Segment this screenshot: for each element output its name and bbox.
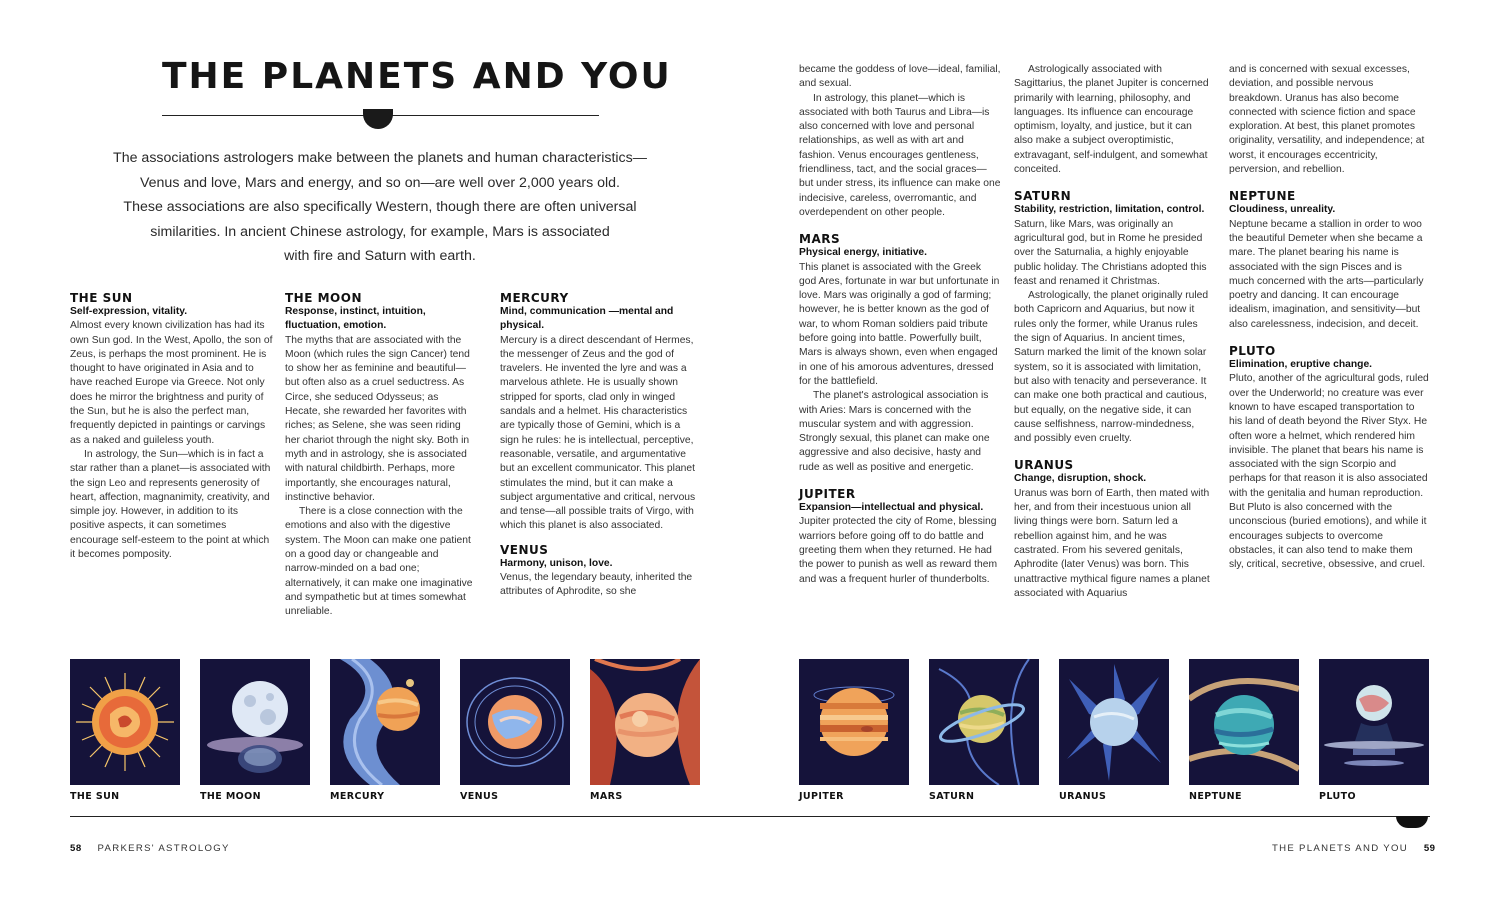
body-paragraph: and is concerned with sexual excesses, deviation, and possible nervous breakdown. Uranus has also become connected with science fiction and space exploration. At best, this planet promotes originality, versatility, and independence; at worst, it encourages eccentricity, perversion, and rebellion.: [1229, 64, 1425, 176]
intro-line: Venus and love, Mars and energy, and so on—are well over 2,000 years old.: [139, 174, 621, 191]
tile-label: SATURN: [929, 791, 975, 802]
section-keywords-moon: Response, instinct, intuition, fluctuation, emotion.: [285, 306, 426, 332]
tile-label: THE SUN: [70, 791, 120, 802]
section-heading-neptune: NEPTUNE: [1229, 189, 1296, 204]
body-paragraph: Venus, the legendary beauty, inherited the attributes of Aphrodite, so she: [500, 572, 693, 598]
section-keywords-mars: Physical energy, initiative.: [799, 247, 928, 259]
saturn-illustration: [929, 659, 1039, 785]
section-heading-mars: MARS: [799, 232, 841, 247]
title-ornament: [363, 109, 393, 129]
section-keywords-mercury: Mind, communication —mental and physical.: [500, 306, 674, 332]
footer-ornament: [1396, 816, 1428, 828]
intro-paragraph: [112, 146, 648, 269]
body-paragraph: There is a close connection with the emotions and also with the digestive system. The Moon can make one patient on a good day or changeable and narrow-minded on a bad one; alternatively, it can make one imaginative and sympathetic but at times somewhat unreliable.: [285, 506, 473, 618]
left-footer: [70, 843, 230, 854]
venus-illustration: [460, 659, 570, 785]
body-paragraph: Saturn, like Mars, was originally an agricultural god, but in Rome he presided over the Saturnalia, a highly enjoyable public holiday. The Christians adopted this feast and renamed it Christmas.: [1014, 218, 1207, 287]
right-footer: [1272, 843, 1436, 854]
footer-rule: [70, 816, 1430, 817]
body-paragraph: Neptune became a stallion in order to woo the beautiful Demeter when she became a mare. The planet bearing his name is associated with the sign Pisces and is much concerned with the arts—particularly poetry and dancing. It can encourage idealism, imagination, and sensitivity—but also carelessness, indecision, and deceit.: [1229, 218, 1424, 330]
tile-label: PLUTO: [1319, 791, 1356, 802]
section-heading-mercury: MERCURY: [500, 291, 569, 305]
left-running-title: PARKERS' ASTROLOGY: [97, 843, 230, 854]
section-keywords-neptune: Cloudiness, unreality.: [1229, 204, 1336, 216]
moon-illustration: [200, 659, 310, 785]
tile-label: VENUS: [460, 791, 499, 802]
planet-illustrations: [0, 659, 1500, 809]
section-heading-venus: VENUS: [500, 542, 549, 557]
body-paragraph: Almost every known civilization has had its own Sun god. In the West, Apollo, the son of Zeus, is perhaps the most prominent. He is thought to have originated in Asia and to have reached Europe via Greece. Not only does he mirror the brightness and purity of the Sun, but he is also the perfect man, frequently depicted in paintings or carvings as a naked and guileless youth.: [70, 320, 273, 446]
body-paragraph: In astrology, this planet—which is associated with both Taurus and Libra—is also concerned with love and personal relationships, as well as with art and fashion. Venus encourages gentleness, friendliness, tact, and the social graces—but under stress, its influence can make one indecisive, careless, overromantic, and overdependent on other people.: [799, 92, 1001, 218]
intro-line: with fire and Saturn with earth.: [284, 248, 476, 265]
body-paragraph: Astrologically, the planet originally ruled both Capricorn and Aquarius, but now it rules only the former, while Uranus rules the sign of Aquarius. In ancient times, Saturn marked the limit of the known solar system, so it is associated with limitation, but also with tenacity and perseverance. It can make one both practical and cautious, but equally, on the negative side, it can cause selfishness, narrow-mindedness, and possibly even cruelty.: [1014, 290, 1209, 445]
body-paragraph: In astrology, the Sun—which is in fact a star rather than a planet—is associated with the sign Leo and represents generosity of heart, affection, magnanimity, creativity, and simple joy. However, in addition to its positive aspects, it can sometimes encourage self-esteem to the point at which it becomes pomposity.: [70, 448, 271, 561]
section-heading-sun: THE SUN: [70, 291, 133, 305]
body-paragraph: This planet is associated with the Greek god Ares, fortunate in war but unfortunate in love. Mars was originally a god of farming; however, he is better known as the god of war, to whom Roman soldiers paid tribute before going into battle. Powerfully built, Mars is always shown, even when engaged in one of his amorous adventures, dressed for the battlefield.: [799, 261, 1000, 387]
intro-line: These associations are also specifically Western, though there are often universal: [123, 199, 637, 216]
tile-label: JUPITER: [799, 791, 844, 802]
section-heading-jupiter: JUPITER: [799, 487, 856, 502]
tile-label: MERCURY: [330, 791, 385, 802]
body-paragraph: The myths that are associated with the Moon (which rules the sign Cancer) tend to show her as feminine and beautiful—but often also as a cruel seductress. As Circe, she seduced Odysseus; as Hecate, she rewarded her favorites with riches; as Selene, she was seen riding her chariot through the night sky. Both in myth and in astrology, she is associated with natural childbirth. Perhaps, more importantly, she encourages natural, instinctive behavior.: [285, 334, 470, 503]
column-sun: [70, 291, 273, 562]
jupiter-illustration: [799, 659, 909, 785]
body-paragraph: Astrologically associated with Sagittarius, the planet Jupiter is concerned primarily with learning, philosophy, and languages. Its influence can encourage optimism, loyalty, and justice, but it can also make a subject overoptimistic, extravagant, self-indulgent, and somewhat conceited.: [1014, 64, 1209, 176]
column-mercury-venus: [500, 291, 696, 600]
mercury-illustration: [330, 659, 440, 785]
mars-illustration: [590, 659, 700, 785]
section-keywords-pluto: Elimination, eruptive change.: [1229, 359, 1373, 371]
intro-line: The associations astrologers make between the planets and human characteristics—: [113, 150, 647, 166]
sun-illustration: [70, 659, 180, 785]
right-page-number: 59: [1423, 843, 1436, 854]
section-heading-saturn: SATURN: [1014, 189, 1072, 204]
section-keywords-saturn: Stability, restriction, limitation, control.: [1014, 204, 1205, 216]
body-paragraph: Uranus was born of Earth, then mated with her, and from their incestuous union all living things were born. Saturn led a rebellion against him, and he was castrated. From his severed genitals, Aphrodite (later Venus) was born. This unattractive mythical figure names a planet associated with Aquarius: [1014, 487, 1210, 599]
tile-label: NEPTUNE: [1189, 791, 1242, 802]
column-moon: [285, 291, 473, 620]
section-keywords-sun: Self-expression, vitality.: [70, 306, 188, 317]
body-paragraph: Pluto, another of the agricultural gods, ruled over the Underworld; no creature was ever known to have escaped transportation to his land of death beyond the River Styx. He often wore a helmet, which rendered him invisible. The planet that bears his name is associated with the sign Scorpio and perhaps for that reason it is also associated with the genitalia and human reproduction. But Pluto is also concerned with the unconscious (buried emotions), and while it encourages subjects to overcome obstacles, it can also tend to make them sly, critical, secretive, obsessive, and cruel.: [1229, 373, 1429, 571]
section-heading-uranus: URANUS: [1014, 458, 1074, 473]
tile-label: URANUS: [1059, 791, 1107, 802]
uranus-illustration: [1059, 659, 1169, 785]
tile-label: MARS: [590, 791, 623, 802]
column-venus-mars-jupiter: [799, 63, 1001, 587]
body-paragraph: Jupiter protected the city of Rome, blessing warriors before going off to do battle and greeting them when they returned. He had the power to punish as well as reward them and was a frequent hurler of thunderbolts.: [799, 516, 998, 585]
neptune-illustration: [1189, 659, 1299, 785]
left-page-number: 58: [70, 843, 82, 854]
body-paragraph: became the goddess of love—ideal, familial, and sexual.: [799, 64, 1001, 90]
column-uranus-neptune-pluto: [1229, 63, 1429, 573]
section-keywords-venus: Harmony, unison, love.: [500, 557, 613, 569]
section-keywords-jupiter: Expansion—intellectual and physical.: [799, 502, 984, 514]
intro-line: similarities. In ancient Chinese astrology, for example, Mars is associated: [150, 223, 610, 240]
page-title: THE PLANETS AND YOU: [162, 56, 672, 97]
body-paragraph: Mercury is a direct descendant of Hermes, the messenger of Zeus and the god of travelers. He invented the lyre and was a marvelous athlete. He is usually shown stripped for sports, clad only in winged sandals and a helmet. His characteristics are typically those of Gemini, which is a sign he rules: he is intellectual, perceptive, reasonable, versatile, and argumentative but an excellent communicator. This planet stimulates the mind, but it can make a subject argumentative and critical, nervous and tense—all possible traits of Virgo, with which this planet is also associated.: [500, 334, 696, 532]
section-heading-pluto: PLUTO: [1229, 344, 1276, 359]
column-jupiter-saturn-uranus: [1014, 63, 1210, 601]
right-running-title: THE PLANETS AND YOU: [1272, 843, 1408, 854]
tile-label: THE MOON: [200, 791, 261, 802]
body-paragraph: The planet's astrological association is with Aries: Mars is concerned with the muscular system and with aggression. Strongly sexual, this planet can make one aggressive and also decisive, hasty and rude as well as positive and energetic.: [799, 390, 990, 473]
section-keywords-uranus: Change, disruption, shock.: [1014, 473, 1147, 485]
section-heading-moon: THE MOON: [285, 291, 362, 305]
pluto-illustration: [1319, 659, 1429, 785]
